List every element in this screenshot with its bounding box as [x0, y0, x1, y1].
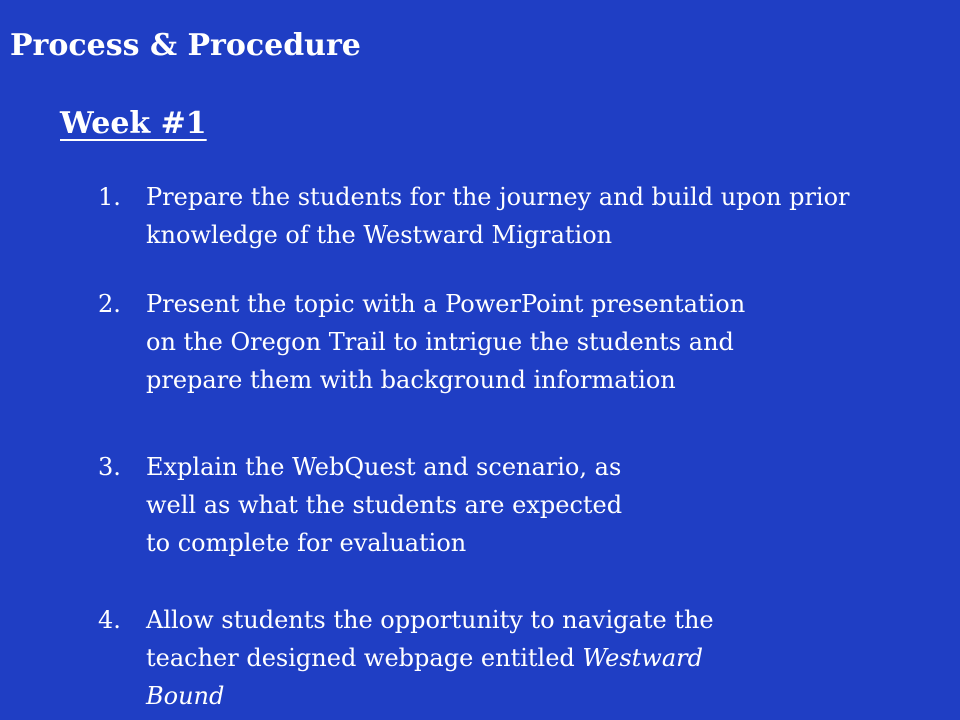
list-item-line: well as what the students are expected [146, 491, 623, 519]
slide-title: Process & Procedure [10, 28, 361, 63]
list-item-line: Present the topic with a PowerPoint presentation [146, 290, 746, 318]
westward-bound-title-part: Bound [146, 682, 225, 710]
westward-bound-title-part: Westward [582, 644, 703, 672]
list-item-text [146, 178, 953, 254]
list-item-line: prepare them with background information [146, 366, 676, 394]
list-item-line: Prepare the students for the journey and build upon prior [146, 183, 850, 211]
list-item [98, 285, 953, 399]
list-item-plain-text: teacher designed webpage entitled [146, 644, 583, 672]
list-item-text [146, 448, 953, 562]
list-item-text [146, 285, 953, 399]
list-item-number: 1. [98, 183, 121, 211]
list-item-text [146, 601, 953, 715]
list-item-line: Explain the WebQuest and scenario, as [146, 453, 622, 481]
list-item-line: to complete for evaluation [146, 529, 467, 557]
list-item-number: 4. [98, 606, 121, 634]
list-item-line [146, 639, 953, 677]
list-item-number: 3. [98, 453, 121, 481]
list-item-number: 2. [98, 290, 121, 318]
list-item [98, 178, 953, 254]
list-item [98, 601, 953, 715]
list-item-line: knowledge of the Westward Migration [146, 221, 613, 249]
list-item [98, 448, 953, 562]
list-item-line: on the Oregon Trail to intrigue the students and [146, 328, 734, 356]
list-item-line: Allow students the opportunity to navigate the [146, 606, 714, 634]
list-item-line [146, 677, 953, 715]
slide-subtitle: Week #1 [60, 106, 207, 141]
